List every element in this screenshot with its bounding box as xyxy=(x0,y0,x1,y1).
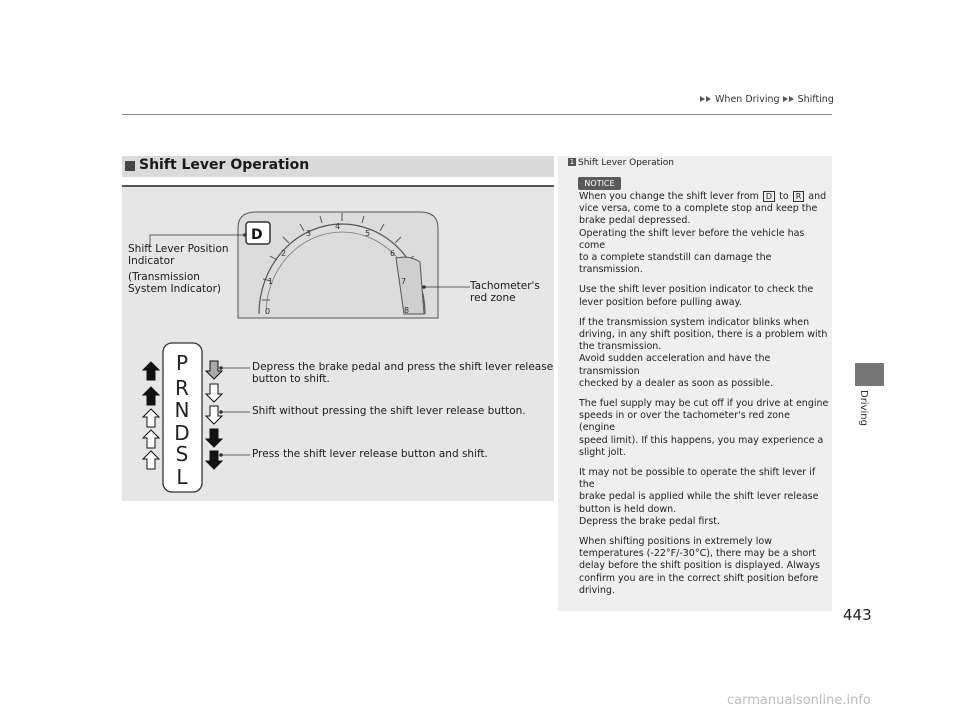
note-body: When you change the shift lever from D to R and vice versa, come to a complete stop and keep the brake pedal depressed. Operating the shift lever before the vehicle has come to a complete standstill can damage the transmission. Use the shift lever position indicator to check the lever position before pulling away. If the transmission system indicator blinks when driving, in any shift position, there is a problem with the transmission. Avoid sudden acceleration and have the transmission checked by a dealer as soon as possible. The fuel supply may be cut off if you drive at engine speeds in or over the tachometer's red zone (engine speed limit). If this happens, you may experience a slight jolt. It may not be possible to operate the shift lever if the brake pedal is applied while the shift lever release button is held down. Depress the brake pedal first. When shifting positions in extremely low temperatures (-22°F/-30°C), there may be a short delay before the shift position is displayed. Always confirm you are in the correct shift position before driving. xyxy=(579,191,829,596)
down-arrow-outline-icon xyxy=(206,384,222,402)
gear-s: S xyxy=(175,442,189,466)
tach-number-4: 4 xyxy=(335,222,341,231)
red-zone-label: Tachometer's red zone xyxy=(470,280,540,304)
note-marker-icon: 1 xyxy=(569,158,575,166)
page-number: 443 xyxy=(843,606,872,624)
key-d: D xyxy=(763,191,775,202)
tach-number-0: 0 xyxy=(265,307,271,316)
tach-number-8: 8 xyxy=(404,306,410,315)
tach-number-6: 6 xyxy=(390,249,396,258)
section-title: Shift Lever Operation xyxy=(139,157,310,173)
right-arrows xyxy=(206,361,222,469)
up-arrow-outline-icon xyxy=(143,430,159,448)
tach-number-5: 5 xyxy=(365,229,371,238)
down-arrow-filled-icon xyxy=(206,429,222,447)
breadcrumb-item-shifting[interactable]: Shifting xyxy=(797,94,834,105)
tach-number-1: 1 xyxy=(268,277,274,286)
chapter-tab-label: Driving xyxy=(858,390,869,426)
legend-brake-and-release: Depress the brake pedal and press the shift lever release button to shift. xyxy=(252,361,554,385)
note-title: 1 Shift Lever Operation xyxy=(569,158,674,168)
indicator-label: Shift Lever Position Indicator (Transmission System Indicator) xyxy=(128,243,229,295)
up-arrow-filled-icon xyxy=(143,387,159,405)
left-arrows xyxy=(143,362,159,469)
up-arrow-outline-icon xyxy=(143,451,159,469)
indicator-letter: D xyxy=(251,227,263,243)
breadcrumb-item-when-driving[interactable]: When Driving xyxy=(715,94,780,105)
legend-no-release: Shift without pressing the shift lever release button. xyxy=(252,405,526,417)
gear-p: P xyxy=(175,351,189,375)
gear-d: D xyxy=(174,421,190,445)
down-arrow-gray-icon xyxy=(206,361,222,379)
up-arrow-filled-icon xyxy=(143,362,159,380)
tach-number-7: 7 xyxy=(401,277,407,286)
gear-n: N xyxy=(174,398,190,422)
down-arrow-filled-icon xyxy=(206,451,222,469)
key-r: R xyxy=(793,191,805,202)
down-arrow-outline-icon xyxy=(206,406,222,424)
tach-number-2: 2 xyxy=(281,249,287,258)
gear-r: R xyxy=(175,376,189,400)
notice-badge: NOTICE xyxy=(578,177,621,190)
legend-press-release: Press the shift lever release button and shift. xyxy=(252,448,488,460)
up-arrow-outline-icon xyxy=(143,409,159,427)
watermark: carmanualsonline.info xyxy=(727,693,871,708)
gear-l: L xyxy=(176,465,188,489)
tach-number-3: 3 xyxy=(306,229,312,238)
